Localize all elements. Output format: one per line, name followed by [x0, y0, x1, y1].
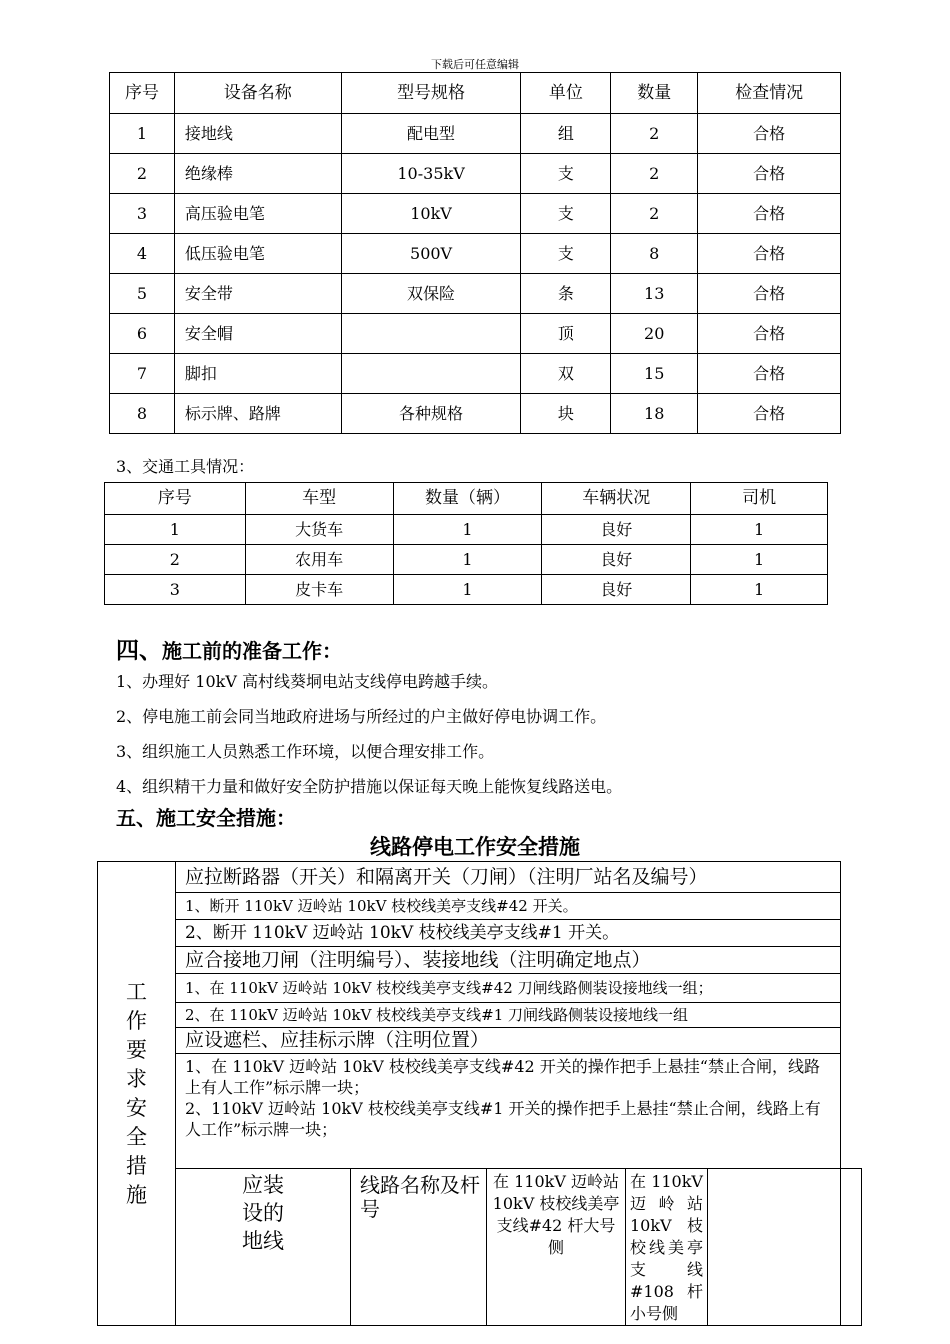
equipment-cell: 合格	[698, 234, 841, 274]
sign-item: 2、110kV 迈岭站 10kV 枝校线美亭支线#1 开关的操作把手上悬挂“禁止合闸，线路上有人工作”标示牌一块；	[185, 1099, 821, 1139]
safety-row	[98, 1054, 862, 1169]
vehicle-cell: 2	[105, 545, 246, 575]
safety-row	[98, 862, 862, 893]
equipment-cell: 8	[611, 234, 698, 274]
ground-cell	[708, 1169, 841, 1326]
vehicle-cell: 皮卡车	[245, 575, 393, 605]
label-char: 求	[126, 1066, 147, 1091]
vehicle-cell: 1	[105, 515, 246, 545]
equipment-cell: 10-35kV	[341, 154, 521, 194]
vehicle-caption: 3、交通工具情况：	[116, 457, 255, 476]
equipment-cell	[341, 354, 521, 394]
safety-row	[98, 1003, 862, 1028]
ground-cell	[841, 1169, 862, 1326]
equipment-cell: 合格	[698, 114, 841, 154]
safety-row	[98, 947, 862, 974]
equipment-cell: 4	[110, 234, 175, 274]
equipment-cell: 13	[611, 274, 698, 314]
grounding-item: 1、在 110kV 迈岭站 10kV 枝校线美亭支线#42 刀闸线路侧装设接地线一组；	[176, 974, 841, 1003]
equipment-cell: 脚扣	[174, 354, 341, 394]
equipment-row	[110, 194, 841, 234]
equipment-cell: 500V	[341, 234, 521, 274]
equipment-cell: 合格	[698, 274, 841, 314]
equipment-cell: 块	[521, 394, 611, 434]
vehicle-cell: 1	[393, 545, 542, 575]
equipment-cell: 支	[521, 154, 611, 194]
equipment-cell: 1	[110, 114, 175, 154]
label-char: 工	[126, 979, 147, 1004]
equipment-row	[110, 274, 841, 314]
equipment-cell: 低压验电笔	[174, 234, 341, 274]
equipment-row	[110, 114, 841, 154]
equipment-cell: 高压验电笔	[174, 194, 341, 234]
equipment-cell: 绝缘棒	[174, 154, 341, 194]
sign-item: 1、在 110kV 迈岭站 10kV 枝校线美亭支线#42 开关的操作把手上悬挂“禁止合闸，线路上有人工作”标示牌一块；	[185, 1057, 820, 1097]
label-line: 应装	[242, 1173, 284, 1197]
equipment-cell: 10kV	[341, 194, 521, 234]
safety-row	[98, 920, 862, 947]
header-cell: 型号规格	[341, 73, 521, 114]
vehicle-cell: 1	[393, 515, 542, 545]
label-line: 地线	[242, 1229, 284, 1253]
equipment-cell: 2	[611, 194, 698, 234]
vehicle-table-body	[105, 483, 828, 605]
equipment-cell: 安全帽	[174, 314, 341, 354]
equipment-cell: 8	[110, 394, 175, 434]
safety-row	[98, 1028, 862, 1054]
equipment-row	[110, 354, 841, 394]
vehicle-cell: 1	[691, 575, 828, 605]
section4-item: 4、组织精干力量和做好安全防护措施以保证每天晚上能恢复线路送电。	[116, 777, 623, 796]
ground-label	[176, 1169, 351, 1326]
vehicle-cell: 良好	[542, 575, 691, 605]
equipment-cell: 双	[521, 354, 611, 394]
header-cell: 数量	[611, 73, 698, 114]
label-char: 措	[126, 1153, 147, 1178]
safety-table-title: 线路停电工作安全措施	[370, 834, 580, 859]
safety-row	[98, 974, 862, 1003]
grounding-heading: 应合接地刀闸（注明编号）、装接地线（注明确定地点）	[176, 947, 841, 974]
equipment-cell: 配电型	[341, 114, 521, 154]
safety-table	[97, 861, 862, 1326]
equipment-cell: 接地线	[174, 114, 341, 154]
equipment-cell: 合格	[698, 314, 841, 354]
equipment-cell: 条	[521, 274, 611, 314]
equipment-cell: 5	[110, 274, 175, 314]
equipment-cell: 2	[110, 154, 175, 194]
equipment-table-body	[110, 73, 841, 434]
label-char: 要	[126, 1037, 147, 1062]
label-char: 安	[126, 1095, 147, 1120]
equipment-cell: 6	[110, 314, 175, 354]
section4-item: 2、停电施工前会同当地政府进场与所经过的户主做好停电协调工作。	[116, 707, 607, 726]
equipment-cell: 各种规格	[341, 394, 521, 434]
header-cell: 车型	[245, 483, 393, 515]
vehicle-row	[105, 515, 828, 545]
header-cell: 司机	[691, 483, 828, 515]
equipment-cell: 2	[611, 154, 698, 194]
equipment-cell: 15	[611, 354, 698, 394]
equipment-cell: 安全带	[174, 274, 341, 314]
ground-row	[98, 1169, 862, 1326]
label-line: 设的	[242, 1201, 284, 1225]
equipment-cell: 7	[110, 354, 175, 394]
equipment-cell: 2	[611, 114, 698, 154]
grounding-item: 2、在 110kV 迈岭站 10kV 枝校线美亭支线#1 刀闸线路侧装设接地线一组	[176, 1003, 841, 1028]
equipment-cell: 支	[521, 194, 611, 234]
label-char: 全	[126, 1124, 147, 1149]
header-cell: 检查情况	[698, 73, 841, 114]
label-char: 施	[126, 1182, 147, 1207]
equipment-cell: 20	[611, 314, 698, 354]
header-cell: 序号	[110, 73, 175, 114]
equipment-cell: 组	[521, 114, 611, 154]
equipment-row	[110, 394, 841, 434]
vehicle-cell: 1	[691, 515, 828, 545]
label-char: 作	[126, 1008, 147, 1033]
equipment-cell: 3	[110, 194, 175, 234]
section4-item: 1、办理好 10kV 高村线葵垌电站支线停电跨越手续。	[116, 672, 498, 691]
header-cell: 单位	[521, 73, 611, 114]
section4-title: 施工前的准备工作：	[162, 639, 342, 663]
header-cell: 数量（辆）	[393, 483, 542, 515]
equipment-table	[109, 72, 841, 434]
safety-row	[98, 893, 862, 920]
equipment-row	[110, 154, 841, 194]
header-cell: 序号	[105, 483, 246, 515]
section5-heading: 五、施工安全措施：	[116, 806, 296, 830]
ground-line-name: 线路名称及杆号	[351, 1169, 487, 1326]
vehicle-cell: 3	[105, 575, 246, 605]
ground-cell: 在 110kV 迈岭站 10kV 枝校线美亭支线#42 杆大号侧	[487, 1169, 626, 1326]
equipment-cell: 标示牌、路牌	[174, 394, 341, 434]
equipment-cell: 双保险	[341, 274, 521, 314]
breaker-item: 2、断开 110kV 迈岭站 10kV 枝校线美亭支线#1 开关。	[176, 920, 841, 947]
vehicle-cell: 1	[691, 545, 828, 575]
header-cell: 设备名称	[174, 73, 341, 114]
vehicle-cell: 良好	[542, 515, 691, 545]
equipment-cell: 顶	[521, 314, 611, 354]
equipment-cell: 支	[521, 234, 611, 274]
equipment-header-row	[110, 73, 841, 114]
equipment-cell: 18	[611, 394, 698, 434]
equipment-row	[110, 234, 841, 274]
breaker-item: 1、断开 110kV 迈岭站 10kV 枝校线美亭支线#42 开关。	[176, 893, 841, 920]
equipment-cell: 合格	[698, 354, 841, 394]
safety-left-label	[98, 862, 176, 1326]
watermark-text: 下载后可任意编辑	[431, 58, 519, 71]
vehicle-row	[105, 545, 828, 575]
ground-cell: 在 110kV 迈岭站 10kV 枝校线美亭支线#108 杆小号侧	[626, 1169, 708, 1326]
equipment-cell: 合格	[698, 194, 841, 234]
sign-heading: 应设遮栏、应挂标示牌（注明位置）	[176, 1028, 841, 1054]
equipment-row	[110, 314, 841, 354]
equipment-cell: 合格	[698, 394, 841, 434]
header-cell: 车辆状况	[542, 483, 691, 515]
vehicle-header-row	[105, 483, 828, 515]
vehicle-cell: 良好	[542, 545, 691, 575]
vehicle-table	[104, 482, 828, 605]
equipment-cell	[341, 314, 521, 354]
equipment-cell: 合格	[698, 154, 841, 194]
section4-number: 四、	[116, 637, 162, 664]
section4-item: 3、组织施工人员熟悉工作环境，以便合理安排工作。	[116, 742, 495, 761]
section4-heading	[116, 632, 342, 665]
vehicle-cell: 大货车	[245, 515, 393, 545]
vehicle-cell: 1	[393, 575, 542, 605]
breaker-heading: 应拉断路器（开关）和隔离开关（刀闸）（注明厂站名及编号）	[176, 862, 841, 893]
vehicle-cell: 农用车	[245, 545, 393, 575]
sign-items	[176, 1054, 841, 1169]
vehicle-row	[105, 575, 828, 605]
